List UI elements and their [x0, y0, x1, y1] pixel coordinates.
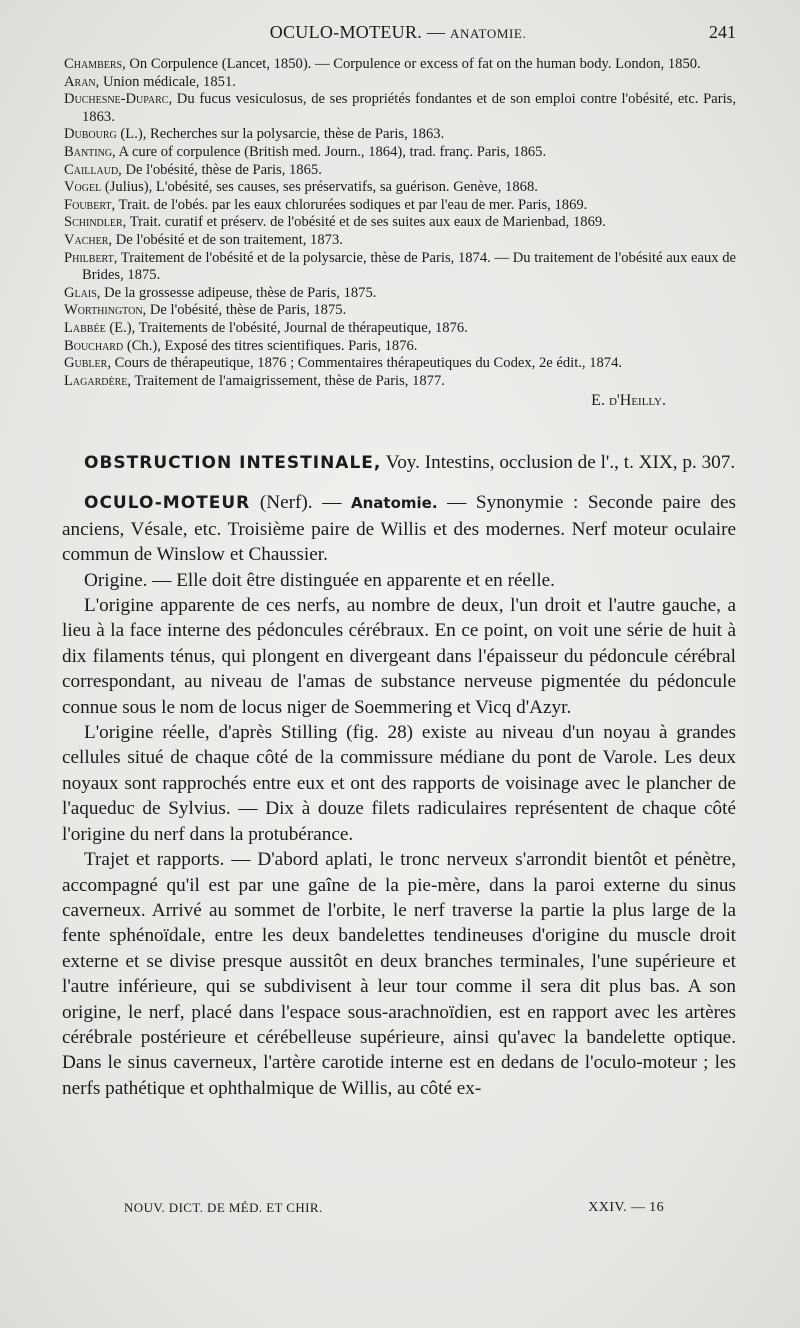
article-body [62, 450, 736, 1101]
head-dash: — [422, 22, 450, 42]
bib-author: Lagardère, [64, 372, 132, 389]
oculo-intro-a: (Nerf). — [250, 492, 351, 514]
bib-text: (E.), Traitements de l'obésité, Journal de thérapeutique, 1876. [105, 319, 468, 336]
bib-author: Banting, [64, 143, 116, 160]
bib-author: Labbée [64, 319, 106, 336]
bib-author: Foubert, [64, 196, 116, 213]
bib-author: Bouchard [64, 337, 124, 354]
bib-text: Trait. de l'obés. par les eaux chlorurées sodiques et par l'eau de mer. Paris, 1869. [115, 196, 588, 213]
bib-entry [64, 144, 736, 162]
bibliography [64, 56, 736, 410]
headword-obstruction: OBSTRUCTION INTESTINALE, [84, 453, 382, 473]
bib-author: Chambers, [64, 56, 126, 72]
entry-obstruction [62, 450, 736, 476]
bib-author: Dubourg [64, 126, 117, 143]
bib-entry [64, 91, 736, 126]
bib-entry [64, 250, 736, 285]
bib-entry [64, 56, 736, 74]
bib-entry [64, 355, 736, 373]
author-signature: E. d'Heilly. [591, 392, 666, 410]
bib-text: (Ch.), Exposé des titres scientifiques. Paris, 1876. [123, 337, 418, 354]
bib-entry [64, 320, 736, 338]
bib-author: Worthington, [64, 302, 147, 319]
head-title: OCULO-MOTEUR. [269, 22, 423, 42]
paragraph-origine: Origine. — Elle doit être distinguée en apparente et en réelle. [84, 569, 555, 591]
bib-author: Schindler, [64, 214, 127, 231]
running-head [60, 22, 736, 48]
bib-text: Du fucus vesiculosus, de ses propriétés fondantes et de son emploi contre l'obésité, etc. Paris, 1863. [82, 91, 736, 125]
bib-author: Vacher, [64, 231, 113, 248]
bib-text: De l'obésité, thèse de Paris, 1865. [121, 161, 322, 178]
bib-entry [64, 74, 736, 92]
bib-text: A cure of corpulence (British med. Journ., 1864), trad. franç. Paris, 1865. [115, 143, 547, 160]
bib-entry [64, 302, 736, 320]
oculo-intro-b: — Synonymie : Seconde paire des anciens, Vésale, etc. Troisième paire de Willis et des modernes. Nerf moteur oculaire commun de Winslow et Chaussier. [62, 492, 737, 566]
bib-entry [64, 338, 736, 356]
bib-entry [64, 162, 736, 180]
page-footer [124, 1200, 664, 1222]
bib-entry [64, 197, 736, 215]
bib-text: (L.), Recherches sur la polysarcie, thèse de Paris, 1863. [116, 126, 445, 143]
bib-author: Aran, [64, 73, 100, 90]
running-head-title [60, 22, 736, 43]
bib-text: Traitement de l'amaigrissement, thèse de Paris, 1877. [131, 372, 445, 389]
headword-oculo-moteur: OCULO-MOTEUR [84, 493, 251, 514]
bib-author: Duchesne-Duparc, [64, 91, 173, 108]
bib-text: Trait. curatif et préserv. de l'obésité et de ses suites aux eaux de Marienbad, 1869. [126, 214, 606, 231]
bib-entry [64, 373, 736, 391]
paragraph-trajet: Trajet et rapports. — D'abord aplati, le tronc nerveux s'arrondit bientôt et pénètre, accompagné qu'il est par une gaîne de la pie-mère, dans la paroi externe du sinus caverneux. Arrivé au sommet de l'orbite, le nerf traverse la partie la plus large de la fente sphénoïdale, entre les deux bandelettes tendineuses d'origine du muscle droit externe et se divise presque aussitôt en deux branches terminales, l'une supérieure et l'autre inférieure, qui se subdivisent à leur tour comme il sera dit plus bas. A son origine, le nerf, placé dans l'espace sous-arachnoïdien, est en rapport avec les artères cérébrale postérieure et cérébelleuse supérieure, ainsi qu'avec la bandelette optique. Dans le sinus caverneux, l'artère carotide interne est en dedans de l'oculo-moteur ; les nerfs pathétique et ophthalmique de Willis, au côté ex- [62, 849, 736, 1099]
footer-title: NOUV. DICT. DE MÉD. ET CHIR. [124, 1200, 323, 1215]
bib-text: De la grossesse adipeuse, thèse de Paris, 1875. [100, 284, 377, 301]
footer-signature-mark: XXIV. — 16 [588, 1200, 664, 1215]
bib-author: Vogel [64, 179, 102, 196]
bib-text: On Corpulence (Lancet, 1850). — Corpulence or excess of fat on the human body. London, 1850. [125, 56, 701, 72]
bib-text: Traitement de l'obésité et de la polysarcie, thèse de Paris, 1874. — Du traitement de l'obésité aux eaux de Brides, 1875. [82, 249, 736, 284]
bib-entry [64, 179, 736, 197]
bib-entry [64, 285, 736, 303]
bib-author: Caillaud, [64, 161, 122, 178]
paragraph-origine-apparente: L'origine apparente de ces nerfs, au nombre de deux, l'un droit et l'autre gauche, a lieu à la face interne des pédoncules cérébraux. En ce point, on voit une série de huit à dix filaments ténus, qui plongent en divergeant dans l'épaisseur du pédoncule cérébral correspondant, au niveau de l'amas de substance nerveuse pigmentée du pédoncule connue sous le nom de locus niger de Soemmering et Vicq d'Azyr. [62, 595, 736, 718]
bib-entry [64, 232, 736, 250]
head-section: ANATOMIE. [450, 26, 527, 41]
bib-author: Glais, [64, 284, 101, 301]
spacer [62, 476, 736, 490]
bib-text: De l'obésité, thèse de Paris, 1875. [146, 302, 347, 319]
paragraph-origine-reelle: L'origine réelle, d'après Stilling (fig. 28) existe au niveau d'un noyau à grandes cellules situé de chaque côté de la commissure médiane du pont de Varole. Les deux noyaux sont rapprochés entre eux et ont des rapports de voisinage avec le plancher de l'aqueduc de Sylvius. — Dix à douze filets radiculaires représentent de chaque côté l'origine du nerf dans la protubérance. [62, 722, 736, 845]
obstruction-text: Voy. Intestins, occlusion de l'., t. XIX, p. 307. [381, 452, 736, 473]
subhead-anatomie: Anatomie. [351, 494, 438, 513]
bib-entry [64, 214, 736, 232]
page-number: 241 [709, 22, 736, 42]
bib-text: (Julius), L'obésité, ses causes, ses préservatifs, sa guérison. Genève, 1868. [101, 179, 538, 196]
bib-text: De l'obésité et de son traitement, 1873. [112, 231, 343, 248]
entry-oculo-moteur [62, 490, 736, 567]
bib-author: Gubler, [64, 355, 111, 372]
bib-text: Union médicale, 1851. [99, 73, 236, 90]
bib-entry [64, 126, 736, 144]
bib-author: Philbert, [64, 249, 118, 266]
bib-text: Cours de thérapeutique, 1876 ; Commentaires thérapeutiques du Codex, 2e édit., 1874. [110, 355, 623, 372]
